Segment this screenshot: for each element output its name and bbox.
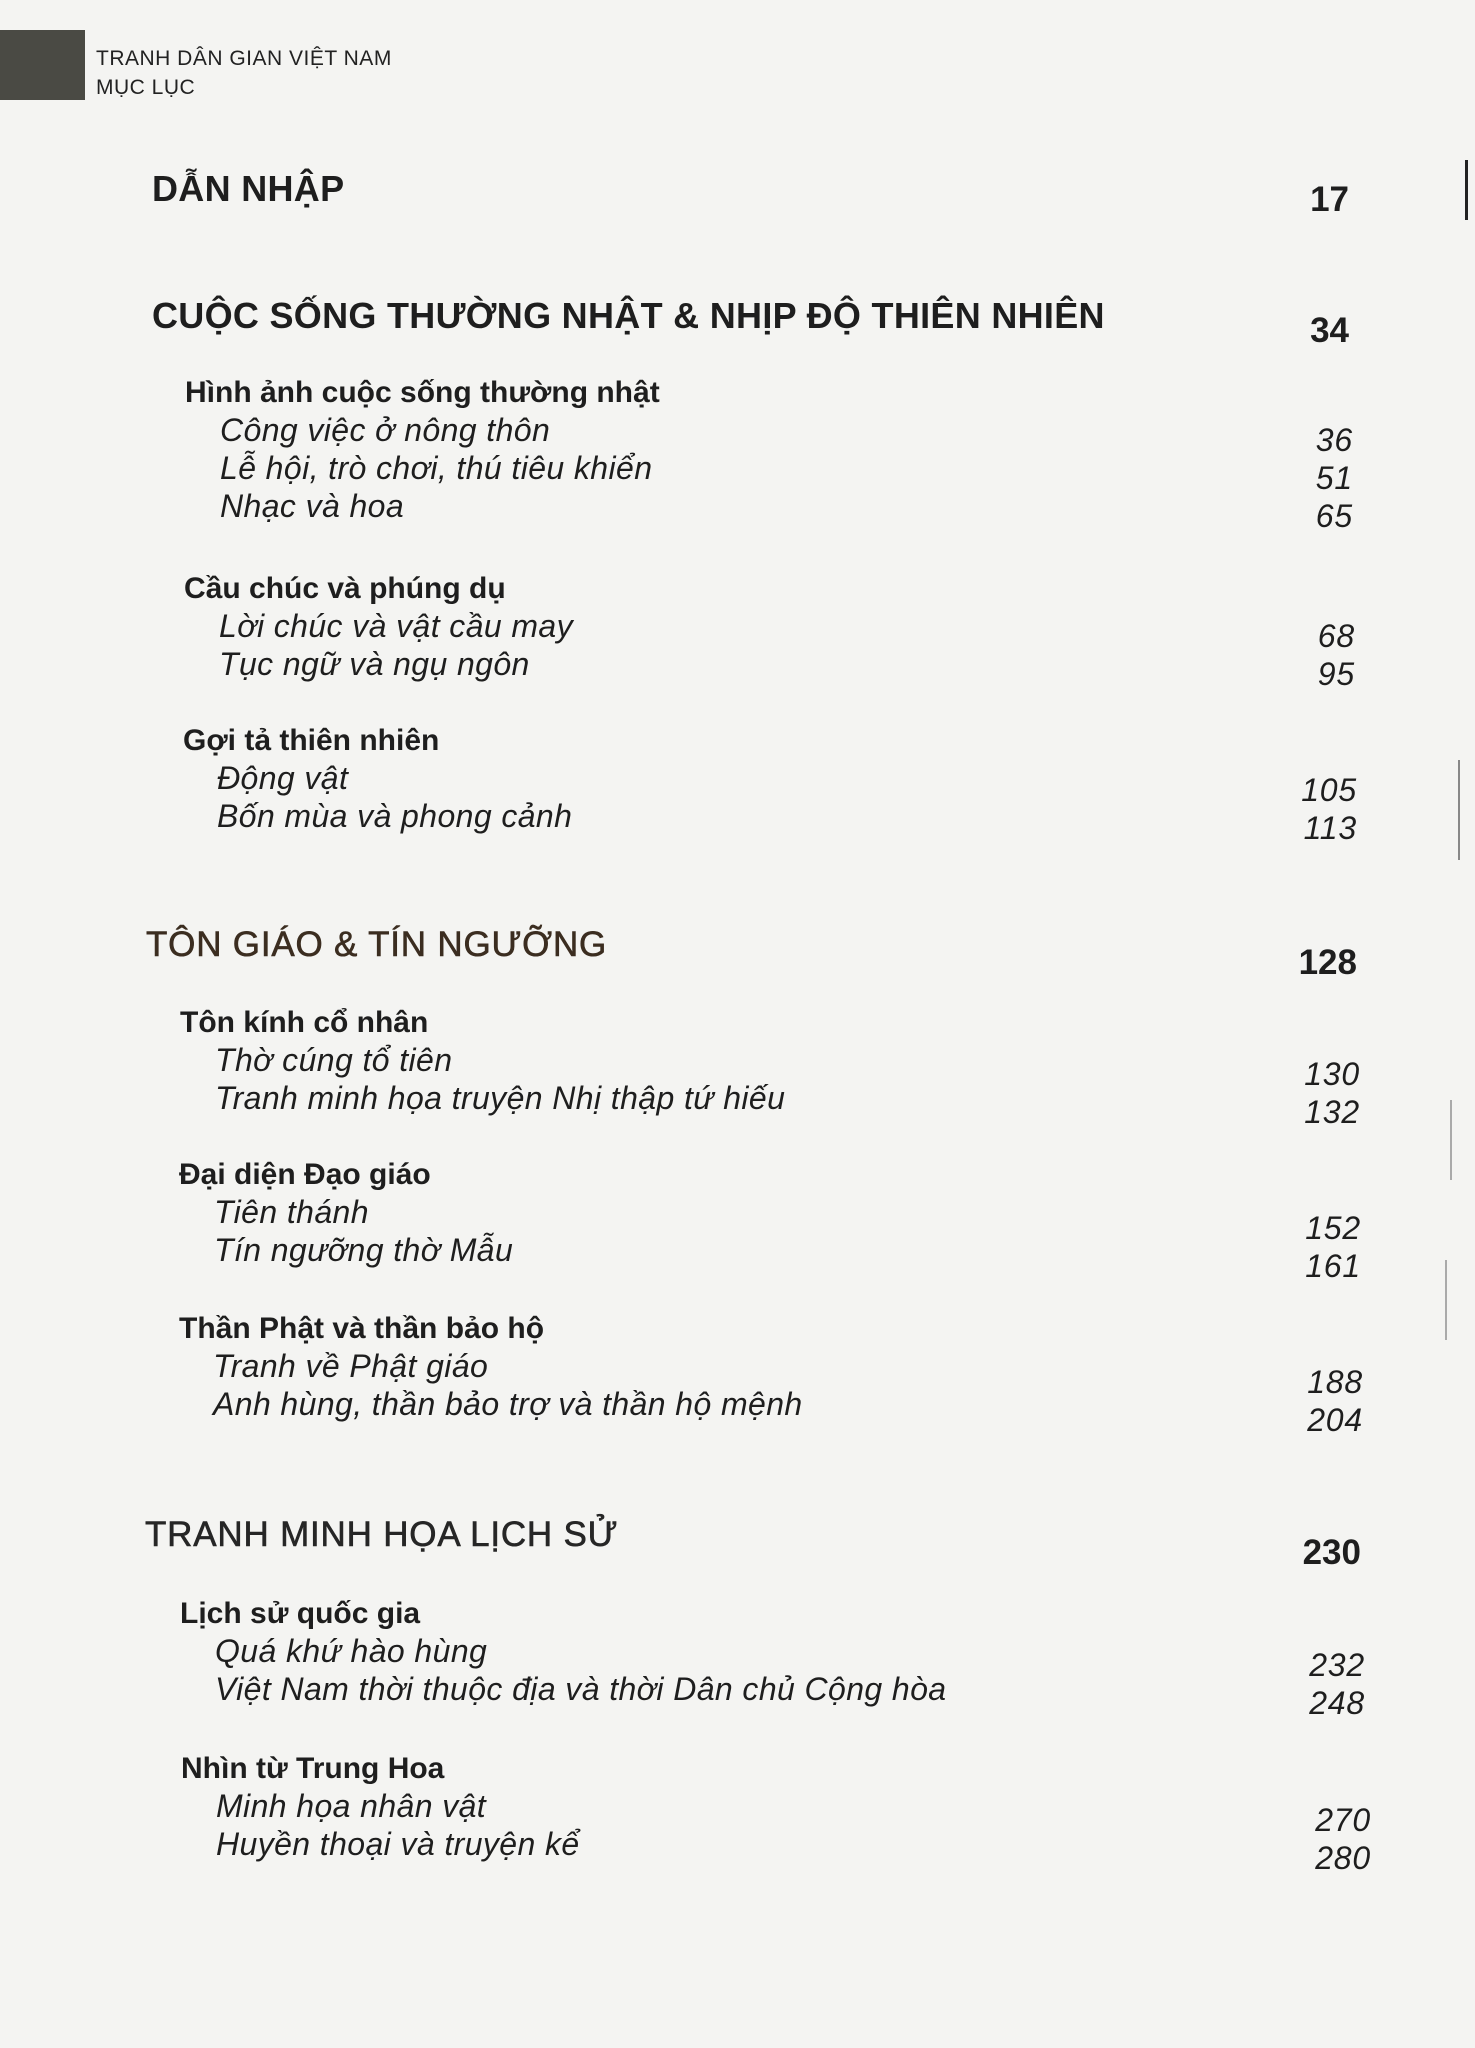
toc-item-label[interactable]: Anh hùng, thần bảo trợ và thần hộ mệnh (213, 1386, 803, 1422)
toc-item-page: 248 (1309, 1685, 1365, 1721)
toc-item-label[interactable]: Lời chúc và vật cầu may (219, 608, 574, 644)
group-title[interactable]: Đại diện Đạo giáo (179, 1158, 431, 1191)
group-title[interactable]: Hình ảnh cuộc sống thường nhật (185, 376, 660, 409)
toc-item-page: 232 (1309, 1647, 1365, 1683)
toc-item-label[interactable]: Minh họa nhân vật (216, 1788, 487, 1824)
section-title[interactable]: TÔN GIÁO & TÍN NGƯỠNG (146, 925, 608, 964)
page-label: MỤC LỤC (96, 76, 196, 99)
toc-item-label[interactable]: Tranh minh họa truyện Nhị thập tứ hiếu (215, 1080, 786, 1116)
group-title[interactable]: Gợi tả thiên nhiên (183, 724, 440, 757)
section-title[interactable]: CUỘC SỐNG THƯỜNG NHẬT & NHỊP ĐỘ THIÊN NHIÊN (152, 295, 1105, 336)
toc-item-label[interactable]: Việt Nam thời thuộc địa và thời Dân chủ Cộng hòa (215, 1671, 947, 1707)
page-edge-line (1465, 160, 1468, 220)
toc-item-page: 51 (1315, 460, 1353, 496)
page-edge-line (1458, 760, 1460, 860)
toc-item-page: 270 (1315, 1802, 1371, 1838)
toc-item-label[interactable]: Thờ cúng tổ tiên (215, 1042, 453, 1078)
toc-item-label[interactable]: Bốn mùa và phong cảnh (217, 798, 573, 834)
toc-item-page: 36 (1315, 422, 1353, 458)
running-header (96, 44, 392, 102)
toc-item-page: 130 (1304, 1056, 1360, 1092)
toc-item-label[interactable]: Động vật (217, 760, 349, 796)
toc-item-page: 95 (1317, 656, 1355, 692)
page-edge-line (1445, 1260, 1447, 1340)
toc-item-page: 113 (1303, 810, 1357, 846)
toc-item-page: 105 (1301, 772, 1357, 808)
toc-item-page: 132 (1304, 1094, 1360, 1130)
toc-item-page: 188 (1307, 1364, 1363, 1400)
toc-item-page: 280 (1315, 1840, 1371, 1876)
toc-item-label[interactable]: Công việc ở nông thôn (220, 412, 551, 448)
group-title[interactable]: Thần Phật và thần bảo hộ (179, 1312, 545, 1345)
section-page: 230 (1302, 1533, 1361, 1572)
book-title: TRANH DÂN GIAN VIỆT NAM (96, 47, 392, 70)
section-page: 34 (1310, 311, 1349, 350)
group-title[interactable]: Lịch sử quốc gia (180, 1597, 421, 1630)
toc-item-page: 161 (1305, 1248, 1361, 1284)
toc-item-label[interactable]: Tục ngữ và ngụ ngôn (219, 646, 530, 682)
toc-item-page: 68 (1317, 618, 1355, 654)
group-title[interactable]: Tôn kính cổ nhân (180, 1006, 429, 1039)
corner-color-block (0, 30, 85, 100)
toc-item-page: 152 (1305, 1210, 1361, 1246)
toc-item-label[interactable]: Tiên thánh (214, 1194, 369, 1230)
toc-item-label[interactable]: Tín ngưỡng thờ Mẫu (214, 1232, 514, 1268)
section-page: 17 (1310, 180, 1349, 219)
toc-item-label[interactable]: Huyền thoại và truyện kể (216, 1826, 580, 1862)
section-page: 128 (1298, 943, 1357, 982)
page-edge-line (1450, 1100, 1452, 1180)
section-title[interactable]: DẪN NHẬP (152, 168, 345, 209)
section-title[interactable]: TRANH MINH HỌA LỊCH SỬ (145, 1515, 619, 1554)
toc-item-page: 204 (1307, 1402, 1363, 1438)
toc-item-label[interactable]: Lễ hội, trò chơi, thú tiêu khiển (220, 450, 653, 486)
group-title[interactable]: Cầu chúc và phúng dụ (184, 572, 506, 605)
toc-item-label[interactable]: Nhạc và hoa (220, 488, 405, 524)
toc-item-label[interactable]: Tranh về Phật giáo (213, 1348, 489, 1384)
toc-item-page: 65 (1315, 498, 1353, 534)
toc-item-label[interactable]: Quá khứ hào hùng (215, 1633, 488, 1669)
group-title[interactable]: Nhìn từ Trung Hoa (181, 1752, 445, 1785)
